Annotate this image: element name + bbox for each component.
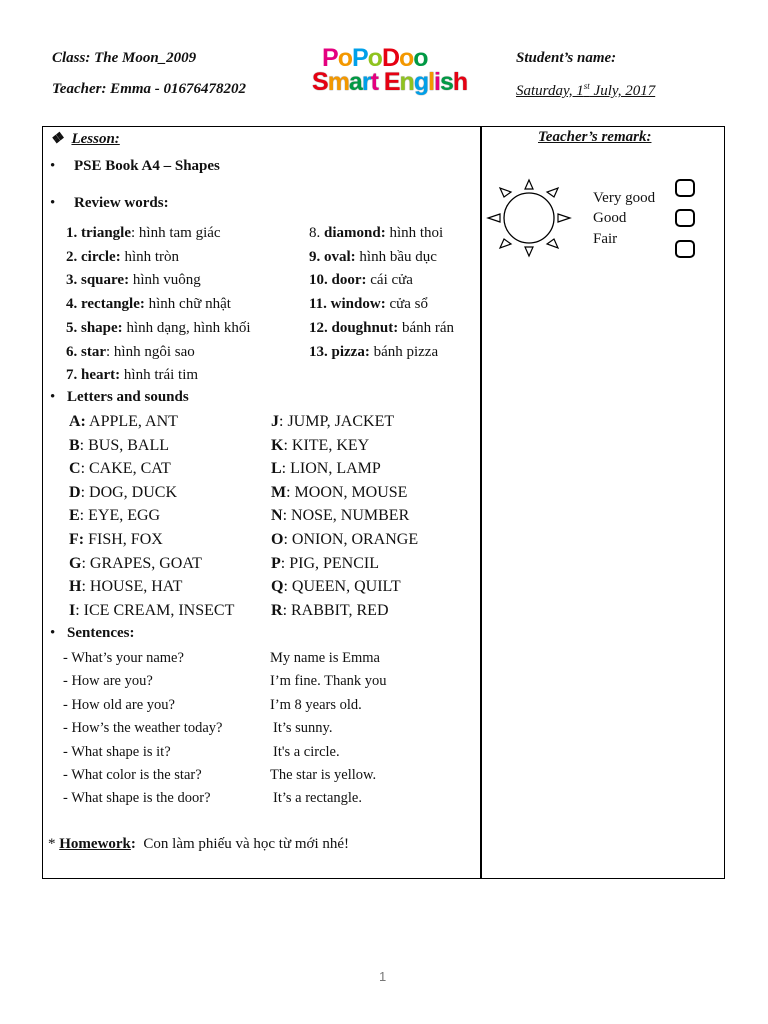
letter: Q [271,578,284,596]
letter-sound-item [69,555,202,573]
letter: N [271,507,283,525]
word-term: 10. door: [309,272,367,289]
review-word-item [66,272,201,289]
letter: K [271,436,284,454]
review-word-item [309,296,428,313]
review-word-item [309,344,438,361]
letter: B [69,436,80,454]
review-word-item [66,225,221,242]
logo-letter: l [428,68,435,96]
letter: E [69,507,80,525]
sentence-answer: It’s a rectangle. [273,790,362,807]
bullet-icon: • [50,625,56,641]
bullet-icon: • [50,195,56,211]
word-term: 3. square: [66,272,130,289]
word-meaning: cửa sổ [389,296,428,313]
sentence-answer: It’s sunny. [273,720,333,737]
logo-letter: D [381,44,399,72]
review-word-item [66,344,195,361]
sentence-answer: I’m fine. Thank you [270,673,387,690]
letter-sound-item [69,484,177,502]
word-meaning: hình dạng, hình khối [126,319,251,336]
review-word-item [66,249,179,266]
lesson-date [516,81,655,100]
letter-words: : DOG, DUCK [80,483,178,501]
sentence-answer: My name is Emma [270,650,380,666]
class-label: Class: The Moon_2009 [52,50,197,66]
letter-words: : EYE, EGG [79,507,161,525]
book-title: PSE Book A4 – Shapes [74,158,220,174]
sentence-question: - What shape is it? [63,743,171,760]
sentence-question: - How’s the weather today? [63,720,223,737]
review-word-item [66,367,198,384]
letter: G [69,554,82,572]
word-term: 2. circle: [66,248,121,265]
letter-words: : CAKE, CAT [80,460,171,478]
word-term: 12. doughnut: [309,319,399,336]
popodoo-logo [312,44,470,100]
review-word-item [309,225,443,242]
letter-sound-item [271,531,418,549]
word-meaning: bánh rán [401,319,455,336]
sentence-question: - How old are you? [63,696,175,713]
word-number: 8. [309,225,324,241]
letter-sound-item [271,413,394,431]
review-word-item [309,272,413,289]
word-term: 11. window: [309,296,386,313]
homework-star: * [48,836,60,852]
review-word-item [309,320,454,337]
lesson-title: Lesson: [71,131,120,147]
word-meaning: hình trái tim [123,367,199,384]
logo-letter: o [337,44,352,72]
letter-words: : LION, LAMP [281,460,381,478]
review-words-title: Review words: [74,195,169,211]
letter: P [271,554,281,572]
word-meaning: hình vuông [132,272,201,289]
word-term: 9. oval: [309,248,356,265]
homework-line [48,836,349,853]
sentence-answer: The star is yellow. [270,767,377,783]
lesson-heading [50,129,120,148]
review-word-item [309,249,437,266]
letter-words: FISH, FOX [84,531,163,548]
sentence-question: - What color is the star? [63,767,202,783]
word-term: 4. rectangle: [66,296,145,313]
letter: L [271,460,282,478]
sentence-answer: It's a circle. [273,743,340,760]
letter-words: : HOUSE, HAT [81,578,183,596]
bullet-icon: • [50,158,56,174]
letter-sound-item [69,413,178,431]
sentences-title: Sentences: [67,625,135,641]
letter-words: APPLE, ANT [85,413,178,430]
letter-sound-item [69,460,171,478]
sentence-question: - What’s your name? [63,650,184,666]
letter-sound-item [271,437,369,455]
letter-sound-item [69,602,234,620]
sentence-answer: I’m 8 years old. [270,696,362,713]
word-meaning: hình bầu dục [359,248,437,265]
rating-very-good: Very good [593,190,656,206]
logo-line-2 [312,68,467,97]
date-prefix: Saturday, 1 [516,83,584,99]
letter: H [69,578,82,596]
letter-words: : QUEEN, QUILT [283,578,401,596]
sentence-question: - How are you? [63,673,153,690]
letter-sound-item [271,602,389,620]
letter-sound-item [69,578,182,596]
logo-letter: a [348,68,362,96]
good-checkbox[interactable] [675,209,695,227]
word-term: 13. pizza: [309,343,370,360]
page-number: 1 [379,969,387,984]
bullet-icon: • [50,389,56,405]
letter-sound-item [271,555,379,573]
letter-words: : MOON, MOUSE [286,483,408,501]
date-rest: July, 2017 [589,83,656,99]
letter-words: : BUS, BALL [79,436,170,454]
word-meaning: hình ngôi sao [113,343,195,360]
letter: J [271,413,279,430]
word-meaning: bánh pizza [373,343,439,360]
review-word-item [66,296,231,313]
word-term: 1. triangle [66,225,131,241]
letter: O [271,531,284,548]
letter-sound-item [69,531,163,549]
letter-sound-item [69,507,160,525]
word-separator: : [106,343,114,360]
word-separator: : [131,225,139,241]
logo-letter: r [361,68,371,96]
student-name-label: Student’s name: [516,50,617,66]
letter-words: : RABBIT, RED [282,601,389,619]
homework-label: Homework [59,836,131,852]
homework-colon: : [130,836,136,852]
very-good-checkbox[interactable] [675,179,695,197]
word-term: 5. shape: [66,319,123,336]
word-meaning: hình tam giác [138,225,221,241]
logo-letter: P [322,44,338,72]
word-meaning: hình thoi [389,225,444,241]
letter-sound-item [271,507,409,525]
teacher-remark-title: Teacher’s remark: [538,129,652,145]
letter: A: [69,413,86,430]
date-suffix: st [583,81,590,91]
sun-icon [484,178,576,258]
letter: F: [69,531,85,548]
diamond-bullet-icon: ❖ [50,131,64,147]
rating-fair: Fair [593,231,618,247]
logo-letter: i [434,68,440,96]
word-meaning: hình tròn [124,248,180,265]
letter-words: : ONION, ORANGE [283,531,419,548]
logo-letter: P [351,44,368,72]
column-divider [480,126,482,879]
letter-sound-item [271,460,381,478]
letter-sound-item [271,484,407,502]
logo-letter: g [413,68,429,96]
letter-words: : PIG, PENCIL [280,554,380,572]
logo-letter: h [452,68,468,96]
letter: R [271,601,283,619]
sentence-question: - What shape is the door? [63,790,211,807]
letter: D [69,483,81,501]
rating-good: Good [593,210,627,226]
logo-letter: o [367,44,382,72]
word-term: 7. heart: [66,367,121,384]
letter-words: : KITE, KEY [283,436,370,454]
letter: M [271,483,287,501]
letters-title: Letters and sounds [67,389,189,405]
logo-letter: s [440,68,453,96]
logo-letter: n [399,68,414,96]
letter-sound-item [69,437,169,455]
logo-letter: E [383,68,400,96]
teacher-label: Teacher: Emma - 01676478202 [52,81,247,97]
word-meaning: cái cửa [370,272,413,289]
letter-words: : ICE CREAM, INSECT [75,601,235,619]
review-word-item [66,320,251,337]
logo-letter: t [370,68,378,96]
letter-words: : JUMP, JACKET [279,413,395,430]
letter-words: : NOSE, NUMBER [282,507,410,525]
letter: C [69,460,81,478]
logo-letter: m [327,68,349,96]
letter: I [69,601,76,619]
logo-letter: o [399,44,414,72]
letter-sound-item [271,578,401,596]
letter-words: : GRAPES, GOAT [81,554,202,572]
homework-text: Con làm phiếu và học từ mới nhé! [143,836,350,852]
word-term: diamond: [324,225,386,241]
word-term: 6. star [66,343,106,360]
logo-letter: S [312,68,328,96]
word-meaning: hình chữ nhật [148,296,231,313]
fair-checkbox[interactable] [675,240,695,258]
logo-letter: o [413,44,428,72]
